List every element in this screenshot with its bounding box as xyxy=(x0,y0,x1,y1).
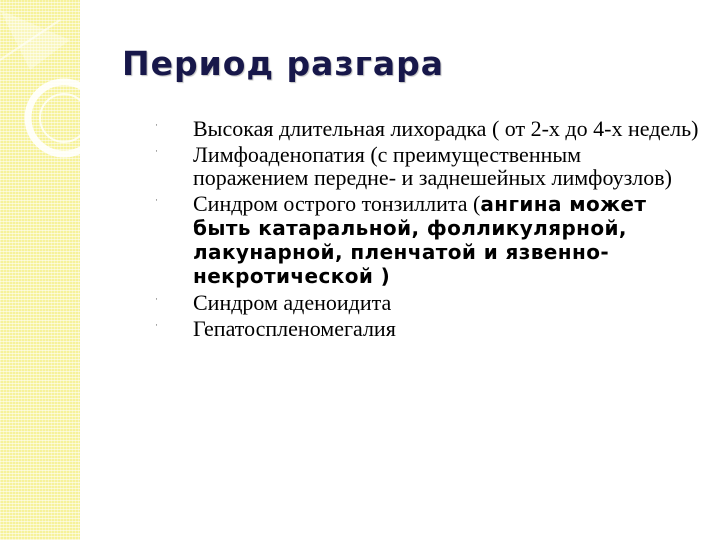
bullet-emphasis-text: ангина может быть катаральной, фолликулярной, лакунарной, пленчатой и язвенно-некротической ) xyxy=(193,192,647,288)
bullet-item xyxy=(155,291,700,314)
bullet-item xyxy=(155,192,700,288)
bullet-text: Синдром аденоидита xyxy=(193,290,392,315)
bullet-item xyxy=(155,317,700,340)
bullet-marker-icon: · xyxy=(155,120,158,130)
bullet-text: Высокая длительная лихорадка ( от 2-х до 4-х недель) xyxy=(193,116,699,141)
decorative-circles-graphic xyxy=(0,0,80,540)
bullet-text: Лимфоаденопатия (с преимущественным поражением передне- и заднешейных лимфоузлов) xyxy=(193,142,672,190)
bullet-item xyxy=(155,117,700,140)
bullet-text: Синдром острого тонзиллита ( xyxy=(193,191,481,216)
bullet-marker-icon: · xyxy=(155,146,158,156)
bullet-text: Гепатоспленомегалия xyxy=(193,316,396,341)
decorative-side-band xyxy=(0,0,80,540)
slide-title: Период разгара xyxy=(122,44,445,83)
bullet-list xyxy=(155,117,700,343)
bullet-item xyxy=(155,143,700,189)
bullet-marker-icon: · xyxy=(155,195,158,205)
bullet-marker-icon: · xyxy=(155,294,158,304)
bullet-marker-icon: · xyxy=(155,320,158,330)
